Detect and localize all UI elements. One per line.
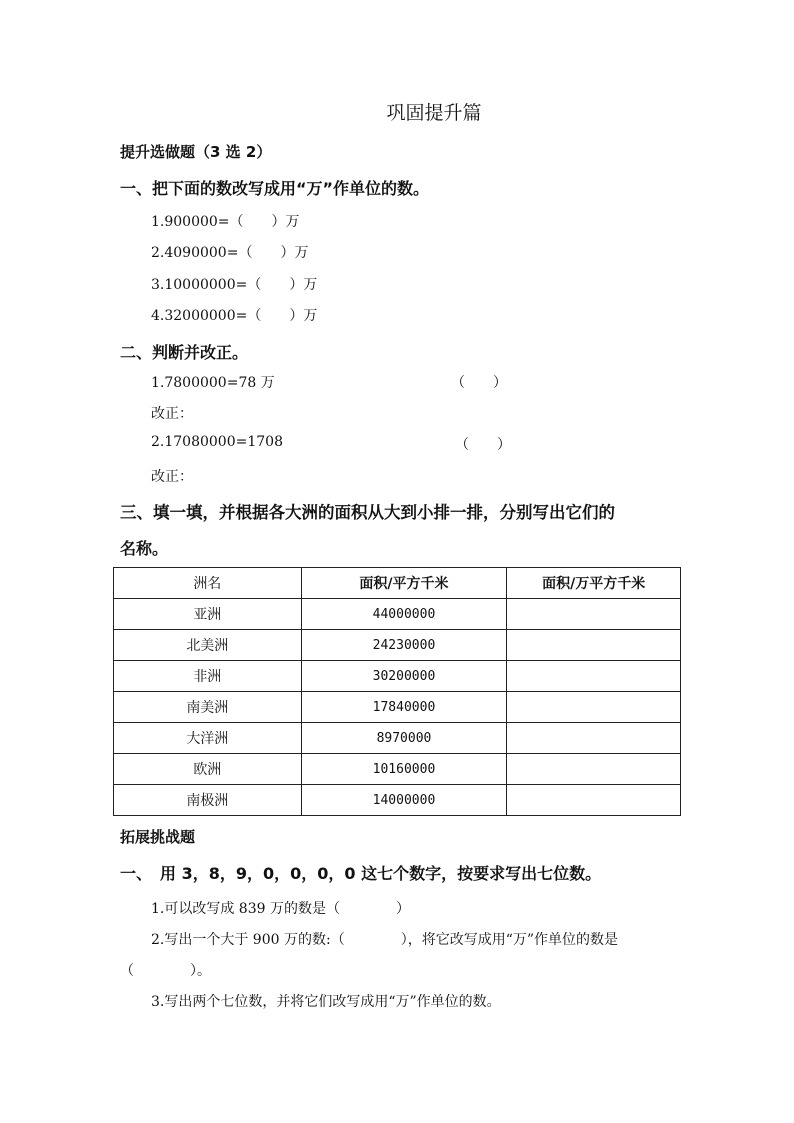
question-1-item: 4.32000000=（ ）万 (151, 308, 318, 324)
continent-name: 南美洲 (114, 692, 302, 723)
column-header-continent: 洲名 (114, 568, 302, 599)
challenge-item: 2.写出一个大于 900 万的数:（ ），将它改写成用“万”作单位的数是 (151, 932, 619, 948)
section-a-heading: 提升选做题（3 选 2） (120, 143, 272, 161)
table-row (114, 661, 681, 692)
table-header-row (114, 568, 681, 599)
table-row (114, 723, 681, 754)
continent-name: 大洋洲 (114, 723, 302, 754)
question-1-item: 1.900000=（ ）万 (151, 214, 300, 230)
judge-answer-bracket: （ ） (451, 375, 507, 391)
continent-name: 北美洲 (114, 630, 302, 661)
challenge-item: 3.写出两个七位数，并将它们改写成用“万”作单位的数。 (151, 994, 501, 1010)
question-1-item: 3.10000000=（ ）万 (151, 277, 318, 293)
challenge-item-continued: （ ）。 (120, 963, 211, 979)
area-value: 30200000 (301, 661, 507, 692)
table-row (114, 630, 681, 661)
area-value: 24230000 (301, 630, 507, 661)
continent-name: 亚洲 (114, 599, 302, 630)
question-3-heading: 三、填一填，并根据各大洲的面积从大到小排一排，分别写出它们的 (120, 503, 615, 522)
challenge-question-heading: 一、 用 3，8，9，0，0，0，0 这七个数字，按要求写出七位数。 (120, 864, 602, 883)
continent-area-table (113, 567, 681, 816)
table-row (114, 599, 681, 630)
column-header-area-km2: 面积/平方千米 (301, 568, 507, 599)
judge-answer-bracket: （ ） (455, 437, 511, 453)
table-row (114, 692, 681, 723)
answer-cell[interactable] (507, 723, 681, 754)
answer-cell[interactable] (507, 754, 681, 785)
table-row (114, 785, 681, 816)
continent-name: 欧洲 (114, 754, 302, 785)
area-value: 14000000 (301, 785, 507, 816)
answer-cell[interactable] (507, 692, 681, 723)
question-2-heading: 二、判断并改正。 (120, 343, 249, 362)
area-value: 8970000 (301, 723, 507, 754)
table-row (114, 754, 681, 785)
question-1-item: 2.4090000=（ ）万 (151, 245, 309, 261)
correction-label: 改正： (151, 406, 193, 422)
continent-name: 南极洲 (114, 785, 302, 816)
question-1-heading: 一、把下面的数改写成用“万”作单位的数。 (120, 179, 430, 198)
answer-cell[interactable] (507, 599, 681, 630)
area-value: 17840000 (301, 692, 507, 723)
section-b-heading: 拓展挑战题 (120, 828, 196, 846)
continent-name: 非洲 (114, 661, 302, 692)
area-value: 10160000 (301, 754, 507, 785)
column-header-area-10k-km2: 面积/万平方千米 (507, 568, 681, 599)
answer-cell[interactable] (507, 661, 681, 692)
judge-statement: 2.17080000=1708 (151, 434, 283, 450)
question-3-heading-continued: 名称。 (120, 539, 169, 558)
correction-label: 改正： (151, 469, 193, 485)
judge-statement: 1.7800000=78 万 (151, 375, 275, 391)
answer-cell[interactable] (507, 630, 681, 661)
area-value: 44000000 (301, 599, 507, 630)
page-title: 巩固提升篇 (386, 102, 482, 124)
answer-cell[interactable] (507, 785, 681, 816)
challenge-item: 1.可以改写成 839 万的数是（ ） (151, 901, 410, 917)
